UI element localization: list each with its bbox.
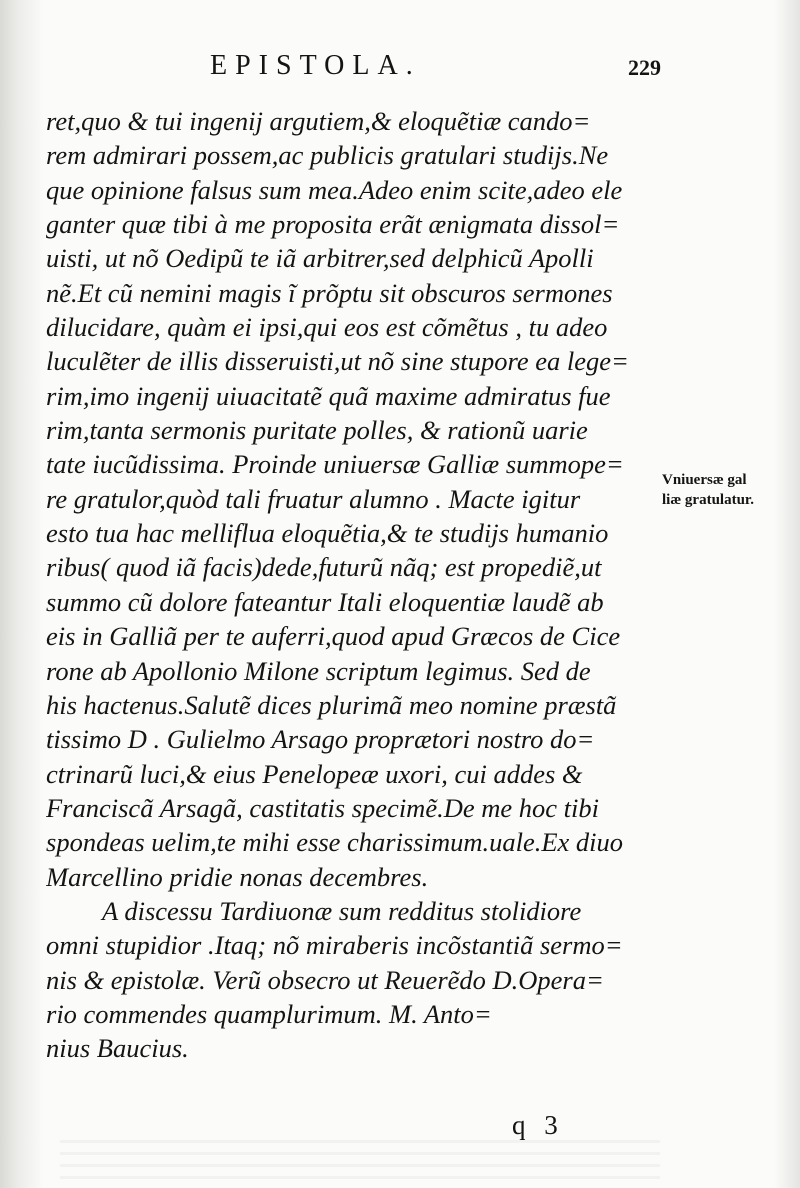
text-line: ganter quæ tibi à me proposita erãt ænigmata dissol= [46, 209, 620, 240]
text-line: Marcellino pridie nonas decembres. [46, 861, 429, 892]
gutter-shadow [0, 0, 44, 1188]
text-line: rio commendes quamplurimum. M. Anto= [46, 998, 492, 1029]
text-line: tate iucũdissima. Proinde uniuersæ Galliæ summope= [46, 449, 624, 480]
text-line: luculẽter de illis disseruisti,ut nõ sine stupore ea lege= [46, 346, 629, 377]
page-number: 229 [628, 55, 661, 80]
text-line: nius Baucius. [46, 1033, 189, 1064]
text-line: summo cũ dolore fateantur Itali eloquentiæ laudẽ ab [46, 586, 604, 617]
text-line-indented: A discessu Tardiuonæ sum redditus stolidiore [102, 895, 582, 926]
text-line: tissimo D . Gulielmo Arsago proprætori nostro do= [46, 724, 595, 755]
text-line: rim,tanta sermonis puritate polles, & rationũ uarie [46, 415, 588, 446]
marginal-note-line: Vniuersæ gal [662, 472, 747, 488]
running-title: EPISTOLA. [210, 50, 421, 81]
text-line: que opinione falsus sum mea.Adeo enim scite,adeo ele [46, 174, 623, 205]
signature-mark: q 3 [512, 1110, 564, 1140]
show-through-texture [60, 1140, 660, 1180]
text-line: rem admirari possem,ac publicis gratulari studijs.Ne [46, 140, 609, 171]
text-line: esto tua hac melliflua eloquẽtia,& te studijs humanio [46, 518, 609, 549]
marginal-note-line: liæ gratulatur. [662, 492, 754, 508]
text-line: rim,imo ingenij uiuacitatẽ quã maxime admiratus fue [46, 380, 611, 411]
text-line: uisti, ut nõ Oedipũ te iã arbitrer,sed delphicũ Apolli [46, 243, 594, 274]
text-line: re gratulor,quòd tali fruatur alumno . Macte igitur [46, 483, 581, 514]
text-line: omni stupidior .Itaq; nõ miraberis incõstantiã sermo= [46, 930, 623, 961]
text-line: dilucidare, quàm ei ipsi,qui eos est cõmẽtus , tu adeo [46, 312, 608, 343]
marginal-note [662, 470, 792, 510]
letter-text [46, 104, 658, 1066]
text-line: his hactenus.Salutẽ dices plurimã meo nomine præstã [46, 689, 617, 720]
text-line: eis in Galliã per te auferri,quod apud Græcos de Cice [46, 621, 621, 652]
text-line: ribus( quod iã facis)dede,futurũ nãq; est propediẽ,ut [46, 552, 602, 583]
text-line: ctrinarũ luci,& eius Penelopeæ uxori, cui addes & [46, 758, 583, 789]
text-line: spondeas uelim,te mihi esse charissimum.uale.Ex diuo [46, 827, 624, 858]
text-line: nis & epistolæ. Verũ obsecro ut Reuerẽdo D.Opera= [46, 964, 604, 995]
text-line: nẽ.Et cũ nemini magis ĩ prõptu sit obscuros sermones [46, 277, 613, 308]
text-line: Franciscã Arsagã, castitatis specimẽ.De me hoc tibi [46, 792, 599, 823]
text-line: ret,quo & tui ingenij argutiem,& eloquẽtiæ cando= [46, 106, 591, 136]
text-line: rone ab Apollonio Milone scriptum legimus. Sed de [46, 655, 591, 686]
page-edge-shadow [774, 0, 800, 1188]
